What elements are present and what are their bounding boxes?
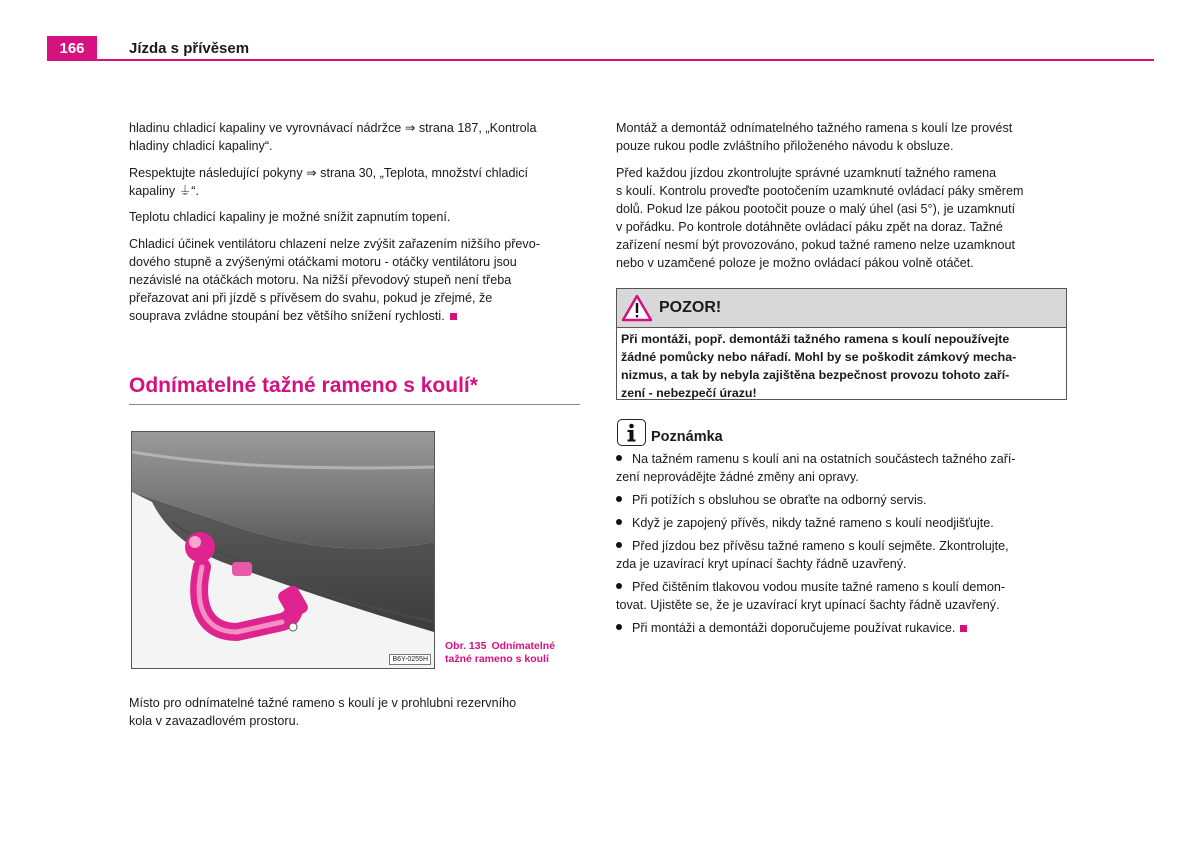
paragraph-instructions: [129, 164, 581, 200]
list-item: [616, 491, 1068, 509]
text-line: Při potížích s obsluhou se obraťte na odborný servis.: [632, 493, 927, 507]
text-line: Místo pro odnímatelné tažné rameno s koulí je v prohlubni rezervního: [129, 696, 517, 710]
list-item: [616, 578, 1068, 614]
text-line: Před jízdou bez přívěsu tažné rameno s koulí sejměte. Zkontrolujte,: [632, 539, 1009, 553]
end-of-section-marker: [960, 625, 967, 632]
text-line: zda je uzavírací kryt upínací šachty řádně uzavřený.: [616, 557, 907, 571]
paragraph-coolant-level: [129, 119, 581, 155]
note-list: [616, 450, 1068, 642]
warning-text: [617, 328, 1066, 404]
bullet-icon: [616, 455, 622, 461]
text-line: hladiny chladicí kapaliny“.: [129, 139, 273, 153]
paragraph-mounting: [616, 119, 1068, 155]
text-line: Před čištěním tlakovou vodou musíte tažné rameno s koulí demon-: [632, 580, 1006, 594]
end-of-section-marker: [450, 313, 457, 320]
text-line: tovat. Ujistěte se, že je uzavírací kryt upínací šachty řádně uzavřený.: [616, 598, 1000, 612]
bullet-icon: [616, 624, 622, 630]
text-line: kola v zavazadlovém prostoru.: [129, 714, 300, 728]
info-note-icon: [617, 419, 646, 446]
text-line: Chladicí účinek ventilátoru chlazení nelze zvýšit zařazením nižšího převo-: [129, 237, 540, 251]
list-item: [616, 450, 1068, 486]
list-item: [616, 619, 1068, 637]
text-line: nizmus, a tak by nebyla zajištěna bezpečnost provozu tohoto zaří-: [621, 368, 1010, 382]
warning-title: POZOR!: [659, 299, 722, 316]
caption-number: Obr. 135: [445, 640, 487, 652]
bullet-icon: [616, 496, 622, 502]
bullet-icon: [616, 519, 622, 525]
text-line: přeřazovat ani při jízdě s přívěsem do svahu, pokud je zřejmé, že: [129, 291, 493, 305]
text-line: zařízení nesmí být provozováno, pokud tažné rameno nelze uzamknout: [616, 238, 1016, 252]
text-line: pouze rukou podle zvláštního přiloženého návodu k obsluze.: [616, 139, 954, 153]
list-item: [616, 514, 1068, 532]
figure-code: B6Y-0255H: [389, 654, 431, 665]
note-title: Poznámka: [651, 429, 723, 445]
text-line: žádné pomůcky nebo nářadí. Mohl by se poškodit zámkový mecha-: [621, 350, 1017, 364]
text-line: zení neprovádějte žádné změny ani opravy.: [616, 470, 859, 484]
list-item: [616, 537, 1068, 573]
section-rule: [129, 404, 580, 405]
warning-triangle-icon: [621, 294, 653, 322]
caption-line: tažné rameno s koulí: [445, 653, 549, 665]
text-line: Při montáži a demontáži doporučujeme používat rukavice.: [632, 621, 956, 635]
text-line: Na tažném ramenu s koulí ani na ostatních součástech tažného zaří-: [632, 452, 1016, 466]
caption-line: Odnímatelné: [491, 640, 556, 652]
text-line: Před každou jízdou zkontrolujte správné uzamknutí tažného ramena: [616, 166, 997, 180]
paragraph-storage: [129, 694, 581, 730]
chapter-title: Jízda s přívěsem: [129, 40, 250, 57]
warning-box: [616, 288, 1067, 400]
text-line: hladinu chladicí kapaliny ve vyrovnávací nádržce ⇒ strana 187, „Kontrola: [129, 121, 537, 135]
section-heading: Odnímatelné tažné rameno s koulí*: [129, 374, 478, 397]
bullet-icon: [616, 583, 622, 589]
text-line: zení - nebezpečí úrazu!: [621, 386, 757, 400]
text-line: v pořádku. Po kontrole dotáhněte ovládací páku zpět na doraz. Tažné: [616, 220, 1003, 234]
bullet-icon: [616, 542, 622, 548]
text-line: dolů. Pokud lze pákou pootočit pouze o malý úhel (asi 5°), je uzamknutí: [616, 202, 1016, 216]
text-line: nezávislé na otáčkách motoru. Na nižší převodový stupeň není třeba: [129, 273, 512, 287]
tow-hitch-illustration: [132, 432, 434, 668]
text-line: s koulí. Kontrolu proveďte pootočením uzamknuté ovládací páky směrem: [616, 184, 1024, 198]
text-line: Když je zapojený přívěs, nikdy tažné rameno s koulí neodjišťujte.: [632, 516, 994, 530]
text-line: dového stupně a zvýšenými otáčkami motoru - otáčky ventilátoru jsou: [129, 255, 517, 269]
header-rule: [47, 59, 1154, 61]
paragraph-lock-check: [616, 164, 1068, 272]
text-line: Při montáži, popř. demontáži tažného ramena s koulí nepoužívejte: [621, 332, 1010, 346]
text-line: kapaliny ⏚“.: [129, 184, 199, 198]
paragraph-fan-cooling: [129, 235, 581, 325]
figure-caption: [445, 640, 595, 666]
paragraph-heating: Teplotu chladicí kapaliny je možné snížit zapnutím topení.: [129, 210, 451, 224]
warning-header: [617, 289, 1066, 328]
text-line: souprava zvládne stoupání bez většího snížení rychlosti.: [129, 309, 445, 323]
figure-tow-hitch: [131, 431, 435, 669]
text-line: nebo v uzamčené poloze je možno ovládací pákou volně otáčet.: [616, 256, 974, 270]
text-line: Montáž a demontáž odnímatelného tažného ramena s koulí lze provést: [616, 121, 1013, 135]
text-line: Respektujte následující pokyny ⇒ strana 30, „Teplota, množství chladicí: [129, 166, 529, 180]
page-number: 166: [47, 36, 97, 61]
